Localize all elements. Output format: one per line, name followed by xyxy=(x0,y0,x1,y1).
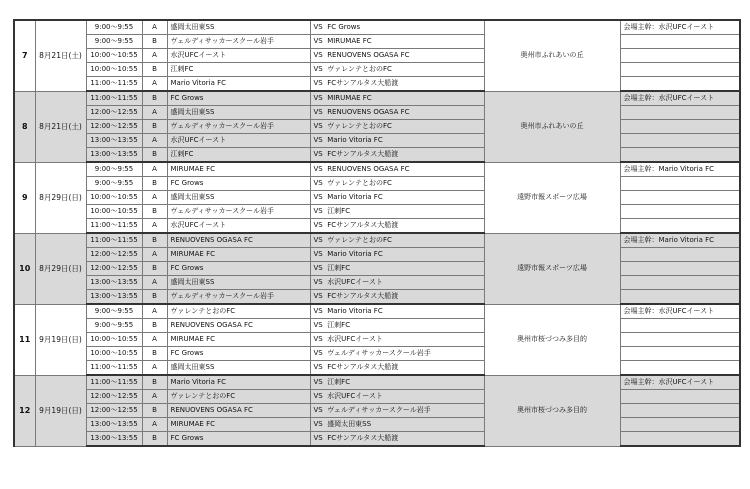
home-team: 盛岡太田東SS xyxy=(167,361,310,376)
kickoff-time: 13:00〜13:55 xyxy=(86,276,142,290)
away-team-cell xyxy=(310,134,484,148)
away-team-cell xyxy=(310,290,484,305)
match-row xyxy=(14,63,740,77)
home-team: 水沢UFCイースト xyxy=(167,49,310,63)
court-label: B xyxy=(142,347,167,361)
host-empty-cell xyxy=(620,262,740,276)
round-number: 7 xyxy=(14,20,35,91)
vs-label: VS xyxy=(313,349,323,357)
court-label: A xyxy=(142,49,167,63)
kickoff-time: 12:00〜12:55 xyxy=(86,262,142,276)
match-row xyxy=(14,432,740,447)
away-team-cell xyxy=(310,49,484,63)
home-team: FC Grows xyxy=(167,91,310,106)
court-label: B xyxy=(142,63,167,77)
court-label: B xyxy=(142,148,167,163)
kickoff-time: 9:00〜9:55 xyxy=(86,162,142,177)
away-team: FCサンアルタス大船渡 xyxy=(327,363,399,371)
home-team: Mario Vitoria FC xyxy=(167,375,310,390)
match-date: 8月29日(日) xyxy=(35,162,86,233)
away-team-cell xyxy=(310,361,484,376)
away-team: Mario Vitoria FC xyxy=(327,250,383,258)
home-team: 盛岡太田東SS xyxy=(167,191,310,205)
court-label: A xyxy=(142,333,167,347)
away-team-cell xyxy=(310,375,484,390)
kickoff-time: 10:00〜10:55 xyxy=(86,333,142,347)
away-team-cell xyxy=(310,390,484,404)
schedule-body xyxy=(14,20,740,446)
host-empty-cell xyxy=(620,432,740,447)
match-row xyxy=(14,49,740,63)
court-label: A xyxy=(142,134,167,148)
away-team: MIRUMAE FC xyxy=(327,37,372,45)
home-team: MIRUMAE FC xyxy=(167,162,310,177)
kickoff-time: 11:00〜11:55 xyxy=(86,91,142,106)
court-label: A xyxy=(142,77,167,92)
host-empty-cell xyxy=(620,148,740,163)
court-label: A xyxy=(142,304,167,319)
away-team-cell xyxy=(310,162,484,177)
match-row xyxy=(14,390,740,404)
court-label: A xyxy=(142,191,167,205)
court-label: B xyxy=(142,91,167,106)
away-team: ヴェルディサッカースクール岩手 xyxy=(327,349,431,357)
vs-label: VS xyxy=(313,65,323,73)
home-team: ヴァレンテとおのFC xyxy=(167,390,310,404)
round-number: 11 xyxy=(14,304,35,375)
away-team: ヴェルディサッカースクール岩手 xyxy=(327,406,431,414)
vs-label: VS xyxy=(313,122,323,130)
kickoff-time: 11:00〜11:55 xyxy=(86,219,142,234)
home-team: ヴェルディサッカースクール岩手 xyxy=(167,205,310,219)
away-team: MIRUMAE FC xyxy=(327,94,372,102)
away-team-cell xyxy=(310,77,484,92)
host-label: 会場主幹：水沢UFCイースト xyxy=(620,304,740,319)
kickoff-time: 12:00〜12:55 xyxy=(86,106,142,120)
away-team: RENUOVENS OGASA FC xyxy=(327,165,410,173)
home-team: RENUOVENS OGASA FC xyxy=(167,233,310,248)
host-empty-cell xyxy=(620,219,740,234)
host-label: 会場主幹：水沢UFCイースト xyxy=(620,91,740,106)
vs-label: VS xyxy=(313,335,323,343)
court-label: A xyxy=(142,248,167,262)
kickoff-time: 10:00〜10:55 xyxy=(86,63,142,77)
match-row xyxy=(14,91,740,106)
home-team: 盛岡太田東SS xyxy=(167,276,310,290)
host-empty-cell xyxy=(620,63,740,77)
court-label: A xyxy=(142,106,167,120)
home-team: 盛岡太田東SS xyxy=(167,20,310,35)
court-label: B xyxy=(142,375,167,390)
home-team: FC Grows xyxy=(167,177,310,191)
court-label: A xyxy=(142,418,167,432)
home-team: FC Grows xyxy=(167,432,310,447)
vs-label: VS xyxy=(313,136,323,144)
match-row xyxy=(14,375,740,390)
home-team: 江刺FC xyxy=(167,63,310,77)
court-label: B xyxy=(142,319,167,333)
home-team: Mario Vitoria FC xyxy=(167,77,310,92)
match-row xyxy=(14,418,740,432)
match-row xyxy=(14,262,740,276)
vs-label: VS xyxy=(313,150,323,158)
match-row xyxy=(14,276,740,290)
home-team: ヴェルディサッカースクール岩手 xyxy=(167,290,310,305)
court-label: B xyxy=(142,290,167,305)
away-team: 江刺FC xyxy=(327,321,351,329)
host-empty-cell xyxy=(620,319,740,333)
vs-label: VS xyxy=(313,278,323,286)
kickoff-time: 13:00〜13:55 xyxy=(86,134,142,148)
kickoff-time: 9:00〜9:55 xyxy=(86,304,142,319)
vs-label: VS xyxy=(313,23,323,31)
court-label: B xyxy=(142,432,167,447)
host-empty-cell xyxy=(620,248,740,262)
host-empty-cell xyxy=(620,361,740,376)
away-team: 水沢UFCイースト xyxy=(327,392,383,400)
match-date: 9月19日(日) xyxy=(35,375,86,446)
host-empty-cell xyxy=(620,390,740,404)
away-team: ヴァレンテとおのFC xyxy=(327,65,392,73)
away-team: 盛岡太田東SS xyxy=(327,420,372,428)
court-label: B xyxy=(142,262,167,276)
away-team-cell xyxy=(310,432,484,447)
court-label: A xyxy=(142,361,167,376)
kickoff-time: 11:00〜11:55 xyxy=(86,375,142,390)
venue-name: 遠野市報スポーツ広場 xyxy=(484,162,620,233)
venue-name: 奥州市ふれあいの丘 xyxy=(484,20,620,91)
vs-label: VS xyxy=(313,434,323,442)
away-team-cell xyxy=(310,404,484,418)
host-empty-cell xyxy=(620,134,740,148)
match-row xyxy=(14,20,740,35)
vs-label: VS xyxy=(313,79,323,87)
host-empty-cell xyxy=(620,191,740,205)
vs-label: VS xyxy=(313,406,323,414)
kickoff-time: 13:00〜13:55 xyxy=(86,432,142,447)
venue-name: 奥州市ふれあいの丘 xyxy=(484,91,620,162)
away-team-cell xyxy=(310,319,484,333)
vs-label: VS xyxy=(313,51,323,59)
host-empty-cell xyxy=(620,290,740,305)
away-team-cell xyxy=(310,91,484,106)
court-label: B xyxy=(142,120,167,134)
kickoff-time: 9:00〜9:55 xyxy=(86,35,142,49)
host-empty-cell xyxy=(620,120,740,134)
host-empty-cell xyxy=(620,49,740,63)
court-label: B xyxy=(142,233,167,248)
away-team-cell xyxy=(310,191,484,205)
away-team-cell xyxy=(310,418,484,432)
away-team: FC Grows xyxy=(327,23,361,31)
away-team: FCサンアルタス大船渡 xyxy=(327,434,399,442)
home-team: FC Grows xyxy=(167,347,310,361)
vs-label: VS xyxy=(313,193,323,201)
vs-label: VS xyxy=(313,179,323,187)
kickoff-time: 10:00〜10:55 xyxy=(86,191,142,205)
host-label: 会場主幹：Mario Vitoria FC xyxy=(620,233,740,248)
vs-label: VS xyxy=(313,292,323,300)
away-team-cell xyxy=(310,148,484,163)
away-team-cell xyxy=(310,248,484,262)
host-label: 会場主幹：水沢UFCイースト xyxy=(620,20,740,35)
home-team: 水沢UFCイースト xyxy=(167,134,310,148)
away-team-cell xyxy=(310,177,484,191)
match-row xyxy=(14,120,740,134)
kickoff-time: 11:00〜11:55 xyxy=(86,361,142,376)
kickoff-time: 9:00〜9:55 xyxy=(86,177,142,191)
home-team: ヴァレンテとおのFC xyxy=(167,304,310,319)
match-row xyxy=(14,205,740,219)
court-label: B xyxy=(142,404,167,418)
host-empty-cell xyxy=(620,205,740,219)
home-team: RENUOVENS OGASA FC xyxy=(167,319,310,333)
round-number: 8 xyxy=(14,91,35,162)
match-row xyxy=(14,219,740,234)
host-empty-cell xyxy=(620,404,740,418)
home-team: MIRUMAE FC xyxy=(167,333,310,347)
home-team: ヴェルディサッカースクール岩手 xyxy=(167,120,310,134)
vs-label: VS xyxy=(313,321,323,329)
host-empty-cell xyxy=(620,333,740,347)
away-team-cell xyxy=(310,233,484,248)
vs-label: VS xyxy=(313,236,323,244)
home-team: 江刺FC xyxy=(167,148,310,163)
kickoff-time: 9:00〜9:55 xyxy=(86,319,142,333)
away-team: ヴァレンテとおのFC xyxy=(327,122,392,130)
kickoff-time: 12:00〜12:55 xyxy=(86,120,142,134)
home-team: MIRUMAE FC xyxy=(167,418,310,432)
match-row xyxy=(14,191,740,205)
home-team: MIRUMAE FC xyxy=(167,248,310,262)
host-empty-cell xyxy=(620,347,740,361)
match-row xyxy=(14,177,740,191)
away-team: 水沢UFCイースト xyxy=(327,335,383,343)
court-label: A xyxy=(142,219,167,234)
kickoff-time: 13:00〜13:55 xyxy=(86,290,142,305)
away-team-cell xyxy=(310,63,484,77)
court-label: A xyxy=(142,390,167,404)
vs-label: VS xyxy=(313,392,323,400)
vs-label: VS xyxy=(313,420,323,428)
home-team: 盛岡太田東SS xyxy=(167,106,310,120)
match-row xyxy=(14,106,740,120)
home-team: ヴェルディサッカースクール岩手 xyxy=(167,35,310,49)
away-team: 江刺FC xyxy=(327,207,351,215)
venue-name: 奥州市桜づつみ多目的 xyxy=(484,304,620,375)
match-row xyxy=(14,162,740,177)
round-number: 9 xyxy=(14,162,35,233)
match-row xyxy=(14,233,740,248)
away-team: ヴァレンテとおのFC xyxy=(327,179,392,187)
match-date: 8月29日(日) xyxy=(35,233,86,304)
away-team-cell xyxy=(310,205,484,219)
match-row xyxy=(14,248,740,262)
away-team: FCサンアルタス大船渡 xyxy=(327,79,399,87)
match-date: 8月21日(土) xyxy=(35,91,86,162)
home-team: FC Grows xyxy=(167,262,310,276)
away-team: RENUOVENS OGASA FC xyxy=(327,108,410,116)
match-row xyxy=(14,148,740,163)
kickoff-time: 11:00〜11:55 xyxy=(86,233,142,248)
host-label: 会場主幹：水沢UFCイースト xyxy=(620,375,740,390)
away-team-cell xyxy=(310,120,484,134)
court-label: A xyxy=(142,276,167,290)
kickoff-time: 11:00〜11:55 xyxy=(86,77,142,92)
match-row xyxy=(14,404,740,418)
away-team: 江刺FC xyxy=(327,264,351,272)
match-date: 9月19日(日) xyxy=(35,304,86,375)
court-label: A xyxy=(142,20,167,35)
kickoff-time: 13:00〜13:55 xyxy=(86,148,142,163)
vs-label: VS xyxy=(313,378,323,386)
match-row xyxy=(14,77,740,92)
match-date: 8月21日(土) xyxy=(35,20,86,91)
kickoff-time: 10:00〜10:55 xyxy=(86,347,142,361)
vs-label: VS xyxy=(313,108,323,116)
host-label: 会場主幹：Mario Vitoria FC xyxy=(620,162,740,177)
round-number: 12 xyxy=(14,375,35,446)
away-team: ヴァレンテとおのFC xyxy=(327,236,392,244)
away-team-cell xyxy=(310,333,484,347)
match-row xyxy=(14,35,740,49)
schedule-table xyxy=(13,19,741,447)
vs-label: VS xyxy=(313,165,323,173)
vs-label: VS xyxy=(313,264,323,272)
kickoff-time: 9:00〜9:55 xyxy=(86,20,142,35)
away-team-cell xyxy=(310,276,484,290)
home-team: RENUOVENS OGASA FC xyxy=(167,404,310,418)
court-label: B xyxy=(142,35,167,49)
away-team: RENUOVENS OGASA FC xyxy=(327,51,410,59)
vs-label: VS xyxy=(313,363,323,371)
match-row xyxy=(14,347,740,361)
match-row xyxy=(14,361,740,376)
away-team: Mario Vitoria FC xyxy=(327,307,383,315)
host-empty-cell xyxy=(620,77,740,92)
away-team: 水沢UFCイースト xyxy=(327,278,383,286)
venue-name: 奥州市桜づつみ多目的 xyxy=(484,375,620,446)
vs-label: VS xyxy=(313,221,323,229)
away-team: Mario Vitoria FC xyxy=(327,193,383,201)
kickoff-time: 10:00〜10:55 xyxy=(86,49,142,63)
host-empty-cell xyxy=(620,106,740,120)
court-label: B xyxy=(142,205,167,219)
venue-name: 遠野市報スポーツ広場 xyxy=(484,233,620,304)
vs-label: VS xyxy=(313,307,323,315)
round-number: 10 xyxy=(14,233,35,304)
vs-label: VS xyxy=(313,37,323,45)
match-row xyxy=(14,134,740,148)
vs-label: VS xyxy=(313,250,323,258)
away-team: Mario Vitoria FC xyxy=(327,136,383,144)
court-label: B xyxy=(142,177,167,191)
kickoff-time: 12:00〜12:55 xyxy=(86,248,142,262)
away-team-cell xyxy=(310,106,484,120)
away-team-cell xyxy=(310,262,484,276)
vs-label: VS xyxy=(313,94,323,102)
away-team: 江刺FC xyxy=(327,378,351,386)
away-team: FCサンアルタス大船渡 xyxy=(327,150,399,158)
host-empty-cell xyxy=(620,276,740,290)
kickoff-time: 10:00〜10:55 xyxy=(86,205,142,219)
away-team-cell xyxy=(310,347,484,361)
match-row xyxy=(14,319,740,333)
away-team-cell xyxy=(310,219,484,234)
match-row xyxy=(14,333,740,347)
away-team: FCサンアルタス大船渡 xyxy=(327,292,399,300)
kickoff-time: 12:00〜12:55 xyxy=(86,404,142,418)
vs-label: VS xyxy=(313,207,323,215)
host-empty-cell xyxy=(620,35,740,49)
away-team-cell xyxy=(310,20,484,35)
kickoff-time: 13:00〜13:55 xyxy=(86,418,142,432)
away-team: FCサンアルタス大船渡 xyxy=(327,221,399,229)
match-row xyxy=(14,304,740,319)
away-team-cell xyxy=(310,304,484,319)
host-empty-cell xyxy=(620,418,740,432)
home-team: 水沢UFCイースト xyxy=(167,219,310,234)
match-row xyxy=(14,290,740,305)
host-empty-cell xyxy=(620,177,740,191)
court-label: A xyxy=(142,162,167,177)
away-team-cell xyxy=(310,35,484,49)
kickoff-time: 12:00〜12:55 xyxy=(86,390,142,404)
